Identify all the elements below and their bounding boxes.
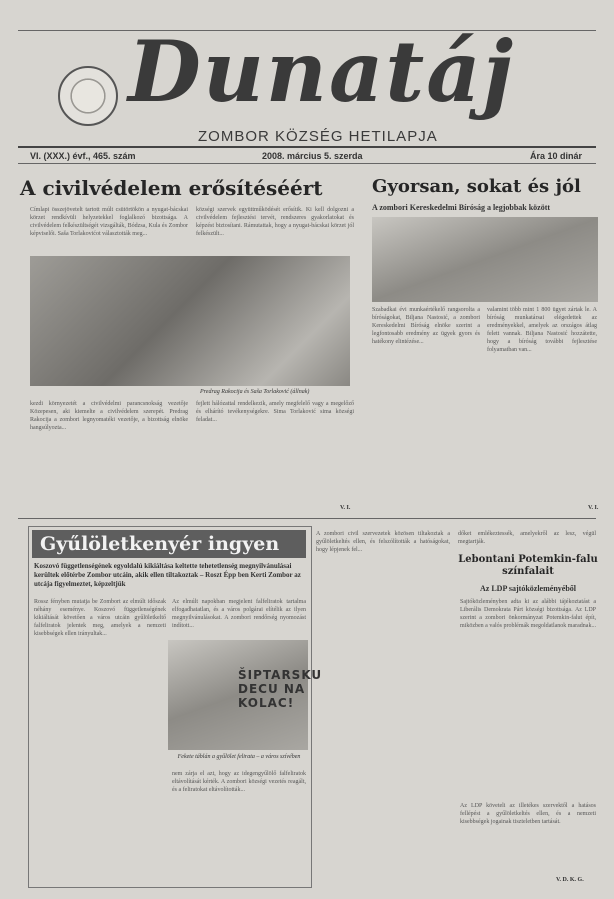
issue-price: Ára 10 dinár bbox=[530, 151, 583, 161]
article3-banner: Gyűlöletkenyér ingyen bbox=[32, 530, 306, 558]
article1-photo bbox=[30, 256, 350, 386]
article1-col2: községi szervek együttműködését erősítik. Ki kell dolgozni a civilvédelem fejlesztési tervét, rendszeres gyakorlatokat és képzést biztosítani. Rámutattak, hogy a nyugat-bácskai körzet jól felkészült... bbox=[196, 207, 354, 237]
article2-subhead: A zombori Kereskedelmi Bíróság a legjobbak között bbox=[372, 203, 551, 212]
article4-subhead: Az LDP sajtóközleményéből bbox=[480, 584, 576, 593]
newspaper-subtitle: ZOMBOR KÖZSÉG HETILAPJA bbox=[198, 128, 438, 145]
coat-of-arms-logo bbox=[58, 66, 118, 126]
article3-col3: nem zárja el azt, hogy az idegengyűlölő falfeliratok eltávolítását kérték. A zombori községi vezetés reagált, és a feliratokat eltávolították... bbox=[172, 771, 306, 793]
article1-signature: V. I. bbox=[340, 505, 351, 511]
article3-subhead: Koszovó függetlenségének egyoldalú kikiáltása keltette tehetetlenség megnyilvánulásai kerültek előtérbe Zombor utcáin, akik ellen tiltakoztak – Roszt Épp ben Kerti Zombor az utcája figyelmeztet, képzeltjük bbox=[34, 562, 301, 588]
article3-col2: Az elmúlt napokban megjelent falfeliratok tartalma elfogadhatatlan, és a város polgárai elítélik az ilyen megnyilvánulásokat. A zombori rendőrség nyomozást indított... bbox=[172, 599, 306, 629]
article4-intro: dőket emlékeztessék, amelyekről az lesz, végül megtartják. bbox=[458, 531, 596, 545]
article2-col1: Szabadkai évi munkaértékelő rangsorolta a bíróságokat, Biljana Nastosić, a zombori Kereskedelmi Bíróság elnöke szerint a legfontosabb eredmény az ügyek gyors és hatékony elintézése... bbox=[372, 307, 480, 345]
article4-signature: V. D. K. G. bbox=[556, 877, 584, 883]
article4-col2: Az LDP követeli az illetékes szervektől a hatásos fellépést a gyűlöletkeltés ellen, és a nemzeti kisebbségek jogainak tiszteletben tartását. bbox=[460, 803, 596, 825]
article1-col4: fejlett hálózattal rendelkezik, amely megfelelő vagy a megelőző és elhárító tevékenységekre. Sima Torlaković sima községi feladat... bbox=[196, 401, 354, 423]
newspaper-title: Dunatáj bbox=[128, 22, 516, 121]
article4-headline: Lebontani Potemkin-falu színfalait bbox=[458, 554, 598, 577]
article2-headline: Gyorsan, sokat és jól bbox=[372, 176, 581, 197]
article3-caption: Fekete táblán a gyűlölet felirata – a város szívében bbox=[177, 754, 301, 760]
issue-date: 2008. március 5. szerda bbox=[262, 151, 363, 161]
section-rule bbox=[18, 518, 596, 519]
article1-col3: kezdi környezetét a civilvédelmi parancsnokság vezetője Közepesen, aki kiemelte a civilvédelem szerepét. Predrag Rakocija a zombori legnyomatéki vezetője, a bizottság elnöke hangsúlyozta... bbox=[30, 401, 188, 431]
article2-col2: valamint több mint 1 800 ügyet zártak le. A bíróság munkatársai elégedettek az eredményekkel, amelyek az országos átlag felett vannak. Biljana Nastosić hozzátette, hogy a bíróság további fejlesztése folyamatban van... bbox=[487, 307, 597, 353]
article2-photo bbox=[372, 217, 598, 302]
graffiti-text: ŠIPTARSKU DECU NA KOLAC! bbox=[238, 668, 323, 710]
issue-number: VI. (XXX.) évf., 465. szám bbox=[30, 151, 136, 161]
article4-col1: Sajtóközleményben adta ki az alábbi tájékoztatást a Liberális Demokrata Párt községi bizottsága. Az LDP szerint a zombori önkormányzat Potemkin-falut épít, miközben a valós problémák megoldatlanok maradnak... bbox=[460, 599, 596, 629]
article3-col1: Rossz fényben mutatja be Zombort az elmúlt időszak néhány eseménye. Koszovó függetlenségének kikiáltását követően a város utcáin gyűlöletkeltő falfeliratok jelentek meg, amelyek a nemzeti kisebbségek ellen irányultak... bbox=[34, 599, 166, 637]
masthead-bottom-rule bbox=[18, 163, 596, 164]
article1-headline: A civilvédelem erősítéséért bbox=[20, 176, 323, 200]
article3-col4: A zombori civil szervezetek közösen tiltakoztak a gyűlöletkeltés ellen, és felszólították a hatóságokat, hogy lépjenek fel... bbox=[316, 531, 450, 553]
masthead-rule bbox=[18, 146, 596, 148]
article1-col1: Címlapi összejövetelt tartott múlt csütörtökön a nyugat-bácskai körzet rendkívüli helyzetekkel foglalkozó bizottsága. A civilvédelem felkészültségét vizsgálták, Bódzsa, Kula és Zombor képviselői. Saša Torlakovićot választották meg... bbox=[30, 207, 188, 237]
article2-signature: V. I. bbox=[588, 505, 599, 511]
article1-caption: Predrag Rakocija és Saša Torlaković (állnak) bbox=[200, 389, 310, 395]
